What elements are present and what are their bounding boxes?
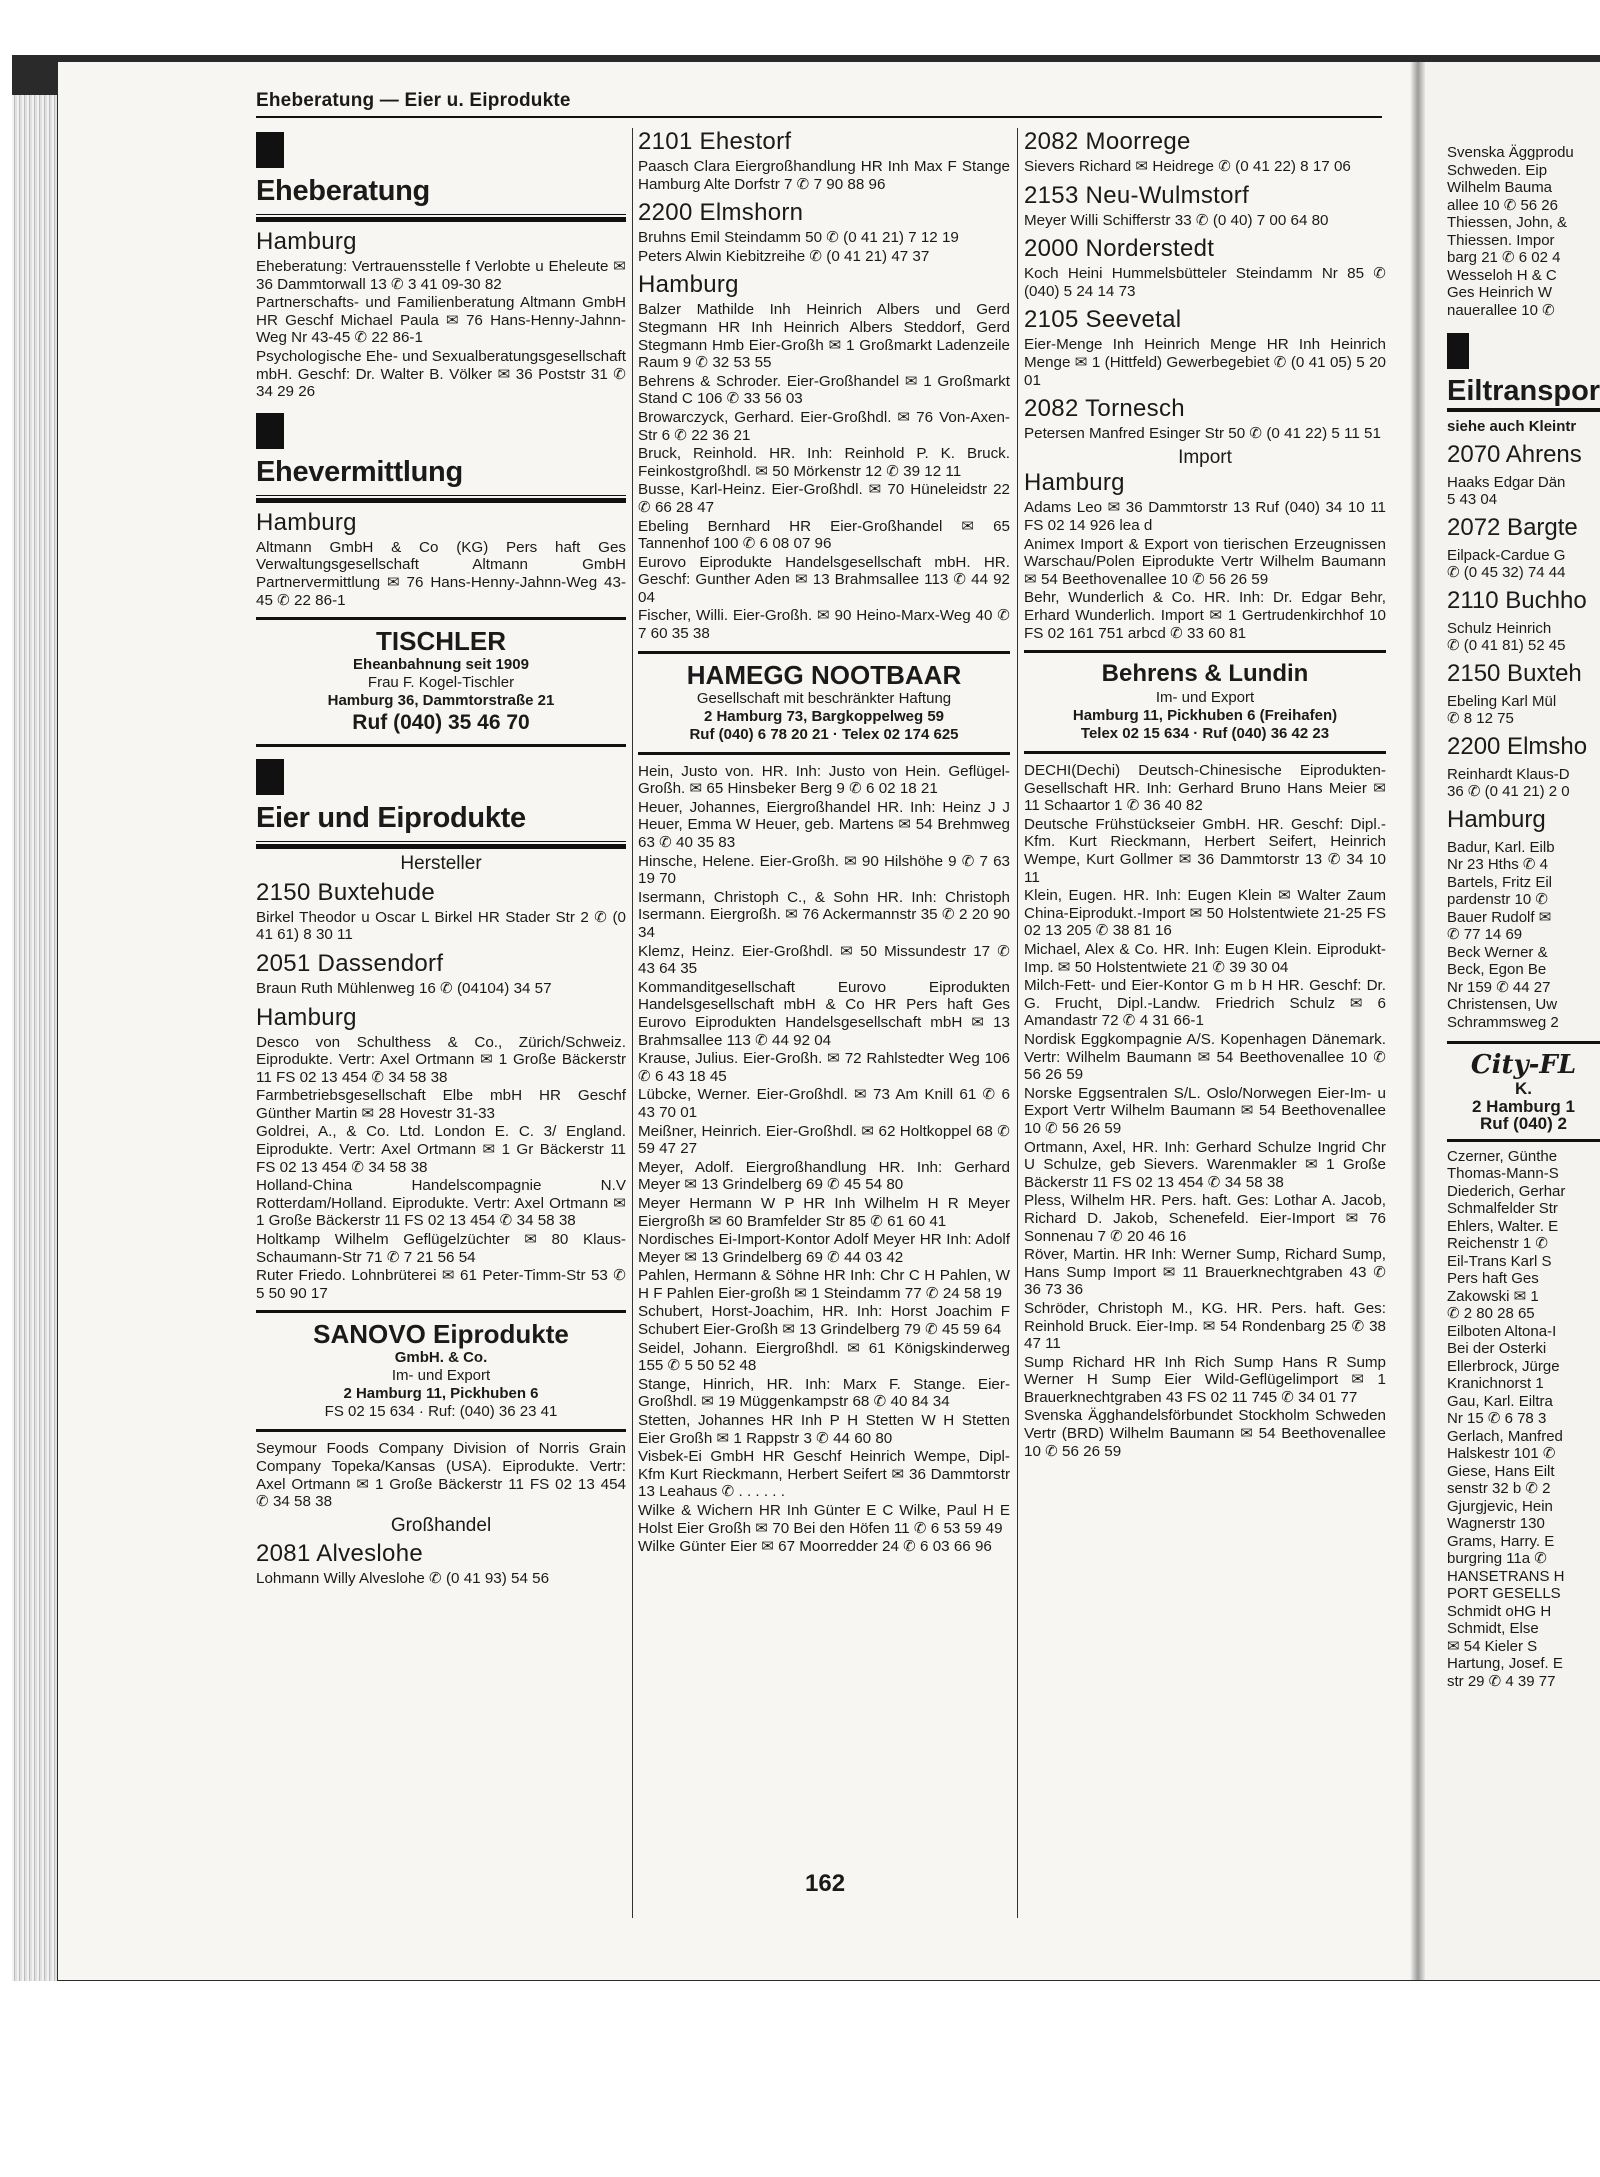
entry-list — [1024, 212, 1386, 230]
entry-list — [256, 1440, 626, 1510]
list-item: Schmidt oHG H — [1447, 1602, 1552, 1620]
list-item: Lohmann Willy Alveslohe ✆ (0 41 93) 54 56 — [256, 1570, 550, 1588]
entry-list — [256, 909, 626, 944]
entry-list — [1447, 474, 1600, 509]
city-heading: 2082 Moorrege — [1024, 128, 1191, 155]
list-item: Nordisches Ei-Import-Kontor Adolf Meyer HR Inh: Adolf Meyer ✉ 13 Grindelberg 69 ✆ 44 03 42 — [638, 1231, 1010, 1266]
ad-line: 2 Hamburg 73, Bargkoppelweg 59 — [703, 707, 945, 725]
entry-list — [1447, 766, 1600, 801]
city-heading: 2105 Seevetal — [1024, 306, 1182, 334]
ad-line: 2 Hamburg 11, Pickhuben 6 — [343, 1385, 539, 1403]
entry-list — [256, 980, 626, 998]
list-item: 36 ✆ (0 41 21) 2 0 — [1447, 783, 1570, 800]
list-item: Giese, Hans Eilt — [1447, 1462, 1555, 1480]
entry-list — [1024, 158, 1386, 176]
list-item: barg 21 ✆ 6 02 4 — [1447, 249, 1561, 266]
city-heading: 2101 Ehestorf — [638, 128, 792, 155]
entry-list — [1447, 620, 1600, 655]
entry-list — [1024, 425, 1386, 443]
list-item: allee 10 ✆ 56 26 — [1447, 196, 1558, 214]
entry-list — [1024, 336, 1386, 389]
list-item: Bei der Osterki — [1447, 1340, 1547, 1357]
list-item: Lübcke, Werner. Eier-Großhdl. ✉ 73 Am Knill 61 ✆ 6 43 70 01 — [638, 1086, 1010, 1121]
column-1 — [256, 128, 626, 1589]
list-item: Stetten, Johannes HR Inh P H Stetten W H Stetten Eier Großh ✉ 1 Rappstr 3 ✆ 44 60 80 — [638, 1412, 1010, 1447]
subheading: Großhandel — [390, 1514, 492, 1536]
category-header — [256, 759, 626, 849]
list-item: Eheberatung: Vertrauensstelle f Verlobte u Eheleute ✉ 36 Dammtorwall 13 ✆ 3 41 09-30 82 — [256, 258, 626, 293]
city-heading: 2200 Elmshorn — [638, 199, 804, 227]
category-marker-icon — [256, 132, 284, 168]
category-header — [256, 413, 626, 503]
subheading: Hersteller — [400, 853, 482, 875]
list-item: Bruhns Emil Steindamm 50 ✆ (0 41 21) 7 12 19 — [638, 229, 959, 247]
list-item: Röver, Martin. HR Inh: Werner Sump, Richard Sump, Hans Sump Import ✉ 11 Brauerknechtgraben 43 ✆ 36 73 36 — [1024, 1246, 1386, 1299]
list-item: Holland-China Handelscompagnie N.V Rotterdam/Holland. Eiprodukte. Vertr: Axel Ortmann ✉ 1 Große Bäckerstr 11 FS 02 13 454 ✆ 34 58 38 — [256, 1177, 626, 1230]
ad-line: Hamburg 11, Pickhuben 6 (Freihafen) — [1072, 707, 1338, 725]
city-heading: Hamburg — [1024, 469, 1125, 497]
city-heading: Hamburg — [256, 508, 357, 536]
see-also-note: siehe auch Kleintr — [1447, 418, 1577, 435]
list-item: Halskestr 101 ✆ — [1447, 1445, 1556, 1462]
list-item: Grams, Harry. E — [1447, 1532, 1555, 1550]
list-item: Zakowski ✉ 1 — [1447, 1287, 1539, 1305]
list-item: Seymour Foods Company Division of Norris Grain Company Topeka/Kansas (USA). Eiprodukte. Vertr: Axel Ortmann ✉ 1 Große Bäckerstr 11 FS 02 13 454 ✆ 34 58 38 — [256, 1440, 626, 1511]
category-marker-icon — [256, 413, 284, 449]
list-item: ✆ 8 12 75 — [1447, 710, 1514, 727]
city-heading: 2153 Neu-Wulmstorf — [1024, 181, 1250, 209]
list-item: Browarczyck, Gerhard. Eier-Großhdl. ✉ 76 Von-Axen-Str 6 ✆ 22 36 21 — [638, 408, 1010, 444]
list-item: ✆ 77 14 69 — [1447, 926, 1523, 943]
list-item: Peters Alwin Kiebitzreihe ✆ (0 41 21) 47 37 — [638, 247, 930, 265]
advertisement-behrens-lundin — [1024, 650, 1386, 754]
city-heading: 2150 Buxtehude — [256, 878, 436, 906]
list-item: Adams Leo ✉ 36 Dammtorstr 13 Ruf (040) 34 10 11 FS 02 14 926 lea d — [1024, 499, 1386, 534]
category-title: Ehevermittlung — [256, 455, 626, 503]
list-item: Badur, Karl. Eilb — [1447, 838, 1555, 856]
list-item: Czerner, Günthe — [1447, 1147, 1558, 1165]
list-item: Hartung, Josef. E — [1447, 1655, 1563, 1672]
list-item: Eil-Trans Karl S — [1447, 1252, 1552, 1270]
ad-line: Im- und Export — [1155, 689, 1255, 707]
column-rule — [1017, 128, 1018, 1918]
list-item: Reichenstr 1 ✆ — [1447, 1235, 1548, 1252]
list-item: Meißner, Heinrich. Eier-Großhdl. ✉ 62 Holtkoppel 68 ✆ 59 47 27 — [638, 1122, 1010, 1158]
list-item: 5 43 04 — [1447, 491, 1498, 508]
list-item: Animex Import & Export von tierischen Erzeugnissen Warschau/Polen Eiprodukte Vertr Wilhelm Baumann ✉ 54 Beethovenallee 10 ✆ 56 26 59 — [1024, 535, 1386, 588]
entry-list — [638, 301, 1010, 642]
list-item: Milch-Fett- und Eier-Kontor G m b H HR. Geschf: Dr. G. Frucht, Dipl.-Landw. Friedrich Schulz ✉ 6 Amandastr 72 ✆ 4 31 66-1 — [1024, 977, 1386, 1030]
list-item: Wilke & Wichern HR Inh Günter E C Wilke, Paul H E Holst Eier Großh ✉ 70 Bei den Höfen 11 ✆ 6 53 59 49 — [638, 1502, 1010, 1537]
book-spine — [1410, 62, 1426, 1980]
list-item: ✆ (0 41 81) 52 45 — [1447, 637, 1566, 654]
list-item: Ges Heinrich W — [1447, 284, 1553, 301]
list-item: Thiessen. Impor — [1447, 231, 1555, 249]
list-item: Busse, Karl-Heinz. Eier-Großhdl. ✉ 70 Hüneleidstr 22 ✆ 66 28 47 — [638, 481, 1010, 516]
list-item: Diederich, Gerhar — [1447, 1182, 1566, 1200]
advertisement-sanovo — [256, 1310, 626, 1432]
list-item: Partnerschafts- und Familienberatung Altmann GmbH HR Geschf Michael Paula ✉ 76 Hans-Henny-Jahnn-Weg Nr 43-45 ✆ 22 86-1 — [256, 294, 626, 347]
list-item: Schulz Heinrich — [1447, 619, 1552, 637]
list-item: Reinhardt Klaus-D — [1447, 765, 1570, 783]
list-item: Thomas-Mann-S — [1447, 1165, 1559, 1182]
entry-list — [1024, 265, 1386, 300]
list-item: Behr, Wunderlich & Co. HR. Inh: Dr. Edgar Behr, Erhard Wunderlich. Import ✉ 1 Gertrudenkirchhof 10 FS 02 161 751 arbcd ✆ 33 60 81 — [1024, 589, 1386, 642]
entry-list — [638, 763, 1010, 1556]
list-item: Pers haft Ges — [1447, 1270, 1539, 1287]
column-rule — [632, 128, 633, 1918]
list-item: Altmann GmbH & Co (KG) Pers haft Ges Verwaltungsgesellschaft Altmann GmbH Partnervermittlung ✉ 76 Hans-Henny-Jahnn-Weg 43-45 ✆ 22 86-1 — [256, 538, 626, 609]
list-item: Nordisk Eggkompagnie A/S. Kopenhagen Dänemark. Vertr: Wilhelm Baumann ✉ 54 Beethovenallee 10 ✆ 56 26 59 — [1024, 1031, 1386, 1084]
list-item: Bartels, Fritz Eil — [1447, 873, 1553, 891]
ad-line: Ruf (040) 6 78 20 21 · Telex 02 174 625 — [689, 725, 959, 743]
list-item: ✆ (0 45 32) 74 44 — [1447, 564, 1566, 581]
entry-list — [1447, 1080, 1600, 1133]
list-item: Hinsche, Helene. Eier-Großh. ✉ 90 Hilshöhe 9 ✆ 7 63 19 70 — [638, 852, 1010, 888]
list-item: Ehlers, Walter. E — [1447, 1217, 1559, 1235]
ad-line: FS 02 15 634 · Ruf: (040) 36 23 41 — [324, 1403, 558, 1421]
list-item: Michael, Alex & Co. HR. Inh: Eugen Klein. Eiprodukt-Imp. ✉ 50 Holstentwiete 21 ✆ 39 30 04 — [1024, 941, 1386, 976]
list-item: Meyer Hermann W P HR Inh Wilhelm H R Meyer Eiergroßh ✉ 60 Bramfelder Str 85 ✆ 61 60 41 — [638, 1194, 1010, 1230]
list-item: HANSETRANS H — [1447, 1567, 1565, 1585]
list-item: Schmalfelder Str — [1447, 1200, 1558, 1217]
list-item: Meyer, Adolf. Eiergroßhandlung HR. Inh: Gerhard Meyer ✉ 13 Grindelberg 69 ✆ 45 54 80 — [638, 1158, 1010, 1194]
list-item: DECHI(Dechi) Deutsch-Chinesische Eiprodukten-Gesellschaft HR. Inh: Gerhard Bruno Hans Meier ✉ 11 Schaartor 1 ✆ 36 40 82 — [1024, 762, 1386, 815]
list-item: Schubert, Horst-Joachim, HR. Inh: Horst Joachim F Schubert Eier-Großh ✉ 13 Grindelberg 79 ✆ 45 59 64 — [638, 1303, 1010, 1339]
ad-line: GmbH. & Co. — [394, 1349, 488, 1367]
entry-list — [256, 1570, 626, 1588]
list-item: Fischer, Willi. Eier-Großh. ✉ 90 Heino-Marx-Weg 40 ✆ 7 60 35 38 — [638, 607, 1010, 643]
city-heading: 2082 Tornesch — [1024, 395, 1185, 423]
list-item: Schröder, Christoph M., KG. HR. Pers. haft. Ges: Reinhold Bruck. Eier-Imp. ✉ 54 Rondenbarg 25 ✆ 38 47 11 — [1024, 1299, 1386, 1353]
next-page-partial — [1425, 62, 1600, 1980]
list-item: 2 Hamburg 1 — [1472, 1096, 1575, 1116]
entry-list — [1447, 1139, 1600, 1691]
list-item: Eurovo Eiprodukte Handelsgesellschaft mbH. HR. Geschf: Gunther Aden ✉ 13 Brahmsallee 113 ✆ 44 92 04 — [638, 553, 1010, 606]
ad-logo: City-FL — [1470, 1050, 1577, 1080]
entry-list — [1447, 693, 1600, 728]
ad-name: HAMEGG NOOTBAAR — [686, 659, 962, 690]
list-item: Wilhelm Bauma — [1447, 179, 1553, 196]
list-item: Farmbetriebsgesellschaft Elbe mbH HR Geschf Günther Martin ✉ 28 Hovestr 31-33 — [256, 1087, 626, 1122]
list-item: Bauer Rudolf ✉ — [1447, 908, 1552, 926]
list-item: Klemz, Heinz. Eier-Großhdl. ✉ 50 Missundestr 17 ✆ 43 64 35 — [638, 942, 1010, 978]
city-heading: Hamburg — [1447, 805, 1546, 833]
list-item: Holtkamp Wilhelm Geflügelzüchter ✉ 80 Klaus-Schaumann-Str 71 ✆ 7 21 56 54 — [256, 1231, 626, 1266]
city-heading: 2051 Dassendorf — [256, 949, 444, 977]
city-heading: Hamburg — [638, 271, 739, 299]
list-item: Norske Eggsentralen S/L. Oslo/Norwegen Eier-Im- u Export Vertr Wilhelm Baumann ✉ 54 Beethovenallee 10 ✆ 56 26 59 — [1024, 1084, 1386, 1137]
city-heading: 2150 Buxteh — [1447, 659, 1582, 687]
list-item: Bruck, Reinhold. HR. Inh: Reinhold P. K. Bruck. Feinkostgroßhdl. ✉ 50 Mörkenstr 12 ✆ 39 12 11 — [638, 445, 1010, 480]
list-item: Kommanditgesellschaft Eurovo Eiprodukten Handelsgesellschaft mbH & Co HR Pers haft Ges Eurovo Eiprodukten Handelsgesellschaft mbH ✉ 13 Brahmsallee 113 ✆ 44 92 04 — [638, 978, 1010, 1049]
category-marker-icon — [1447, 333, 1469, 369]
ad-name: Behrens & Lundin — [1101, 660, 1309, 688]
entry-list — [1024, 762, 1386, 1460]
list-item: Christensen, Uw — [1447, 996, 1558, 1013]
list-item: Psychologische Ehe- und Sexualberatungsgesellschaft mbH. Geschf: Dr. Walter B. Völker ✉ 36 Poststr 31 ✆ 34 29 26 — [256, 347, 626, 401]
city-heading: 2000 Norderstedt — [1024, 235, 1215, 263]
city-heading: Hamburg — [256, 228, 357, 255]
list-item: Hein, Justo von. HR. Inh: Justo von Hein. Geflügel-Großh. ✉ 65 Hinsbeker Berg 9 ✆ 6 02 18 21 — [638, 762, 1010, 798]
ad-line: Hamburg 36, Dammtorstraße 21 — [327, 692, 555, 710]
list-item: Petersen Manfred Esinger Str 50 ✆ (0 41 22) 5 11 51 — [1024, 425, 1381, 443]
category-title: Eiltranspor — [1447, 375, 1600, 412]
city-heading: 2070 Ahrens — [1447, 440, 1582, 468]
list-item: Thiessen, John, & — [1447, 214, 1568, 231]
city-heading: 2072 Bargte — [1447, 513, 1578, 541]
category-title: Eheberatung — [256, 174, 626, 222]
category-header — [256, 132, 626, 222]
list-item: Heuer, Johannes, Eiergroßhandel HR. Inh: Heinz J J Heuer, Emma W Heuer, geb. Martens ✉ 54 Brehmweg 63 ✆ 40 35 83 — [638, 798, 1010, 852]
list-item: Seidel, Johann. Eiergroßhdl. ✉ 61 Königskinderweg 155 ✆ 5 50 52 48 — [638, 1339, 1010, 1375]
list-item: Desco von Schulthess & Co., Zürich/Schweiz. Eiprodukte. Vertr: Axel Ortmann ✉ 1 Große Bäckerstr 11 FS 02 13 454 ✆ 34 58 38 — [256, 1033, 626, 1086]
subheading: Import — [1178, 446, 1232, 468]
list-item: Svenska Ägghandelsförbundet Stockholm Schweden Vertr (BRD) Wilhelm Baumann ✉ 54 Beethovenallee 10 ✆ 56 26 59 — [1024, 1407, 1386, 1460]
advertisement-hamegg — [638, 651, 1010, 755]
list-item: Visbek-Ei GmbH HR Geschf Heinrich Wempe, Dipl-Kfm Kurt Rieckmann, Herbert Seifert ✉ 36 Dammtorstr 13 Leahaus ✆ . . . . . . — [638, 1448, 1010, 1501]
list-item: burgring 11a ✆ — [1447, 1550, 1547, 1567]
list-item: Beck, Egon Be — [1447, 961, 1547, 978]
list-item: Schrammsweg 2 — [1447, 1013, 1559, 1031]
city-heading: Hamburg — [256, 1003, 357, 1031]
head-rule — [256, 116, 1382, 118]
list-item: Krause, Julius. Eier-Großh. ✉ 72 Rahlstedter Weg 106 ✆ 6 43 18 45 — [638, 1050, 1010, 1085]
list-item: Gau, Karl. Eiltra — [1447, 1392, 1553, 1410]
list-item: K. — [1515, 1079, 1532, 1098]
list-item: Braun Ruth Mühlenweg 16 ✆ (04104) 34 57 — [256, 979, 552, 997]
city-heading: 2200 Elmsho — [1447, 732, 1588, 760]
column-2 — [638, 128, 1010, 1557]
list-item: PORT GESELLS — [1447, 1585, 1561, 1602]
category-marker-icon — [256, 759, 284, 795]
entry-list — [256, 539, 626, 609]
list-item: Pless, Wilhelm HR. Pers. haft. Ges: Lothar A. Jacob, Richard D. Jakob, Schenefeld. Eier-Import ✉ 76 Sonnenau 7 ✆ 20 46 16 — [1024, 1192, 1386, 1245]
list-item: Pahlen, Hermann & Söhne HR Inh: Chr C H Pahlen, W H F Pahlen Eier-großh ✉ 1 Steindamm 77 ✆ 24 58 19 — [638, 1267, 1010, 1302]
list-item: Ruf (040) 2 — [1480, 1114, 1567, 1133]
list-item: Wilke Günter Eier ✉ 67 Moorredder 24 ✆ 6 03 66 96 — [638, 1538, 992, 1556]
city-heading: 2110 Buchho — [1447, 586, 1587, 614]
page-number: 162 — [805, 1870, 846, 1897]
list-item: Goldrei, A., & Co. Ltd. London E. C. 3/ England. Eiprodukte. Vertr: Axel Ortmann ✉ 1 Gr Bäckerstr 11 FS 02 13 454 ✆ 34 58 38 — [256, 1123, 626, 1176]
list-item: Sievers Richard ✉ Heidrege ✆ (0 41 22) 8 17 06 — [1024, 158, 1351, 175]
entry-list — [1447, 839, 1600, 1032]
list-item: Gerlach, Manfred — [1447, 1427, 1563, 1445]
ad-name: SANOVO Eiprodukte — [313, 1319, 569, 1350]
list-item: Ellerbrock, Jürge — [1447, 1357, 1560, 1375]
list-item: Ebeling Bernhard HR Eier-Großhandel ✉ 65 Tannenhof 100 ✆ 6 08 07 96 — [638, 517, 1010, 553]
list-item: Isermann, Christoph C., & Sohn HR. Inh: Christoph Isermann. Eiergroßh. ✉ 76 Ackermannstr 35 ✆ 2 20 90 34 — [638, 888, 1010, 941]
ad-phone: Ruf (040) 35 46 70 — [352, 711, 530, 735]
entry-list — [256, 1034, 626, 1303]
entry-list — [1447, 547, 1600, 582]
list-item: Wesseloh H & C — [1447, 266, 1557, 284]
list-item: Balzer Mathilde Inh Heinrich Albers und Gerd Stegmann HR Inh Heinrich Albers Steddorf, Gerd Stegmann Hmb Eier-Großh ✉ 1 Großmarkt Ladenzeile Raum 9 ✆ 32 53 55 — [638, 301, 1010, 372]
list-item: Nr 15 ✆ 6 78 3 — [1447, 1410, 1547, 1427]
advertisement-tischler — [256, 617, 626, 747]
advertisement-city-fl — [1447, 1041, 1600, 1133]
ad-line: Im- und Export — [391, 1367, 491, 1385]
list-item: nauerallee 10 ✆ — [1447, 301, 1555, 319]
ad-line: Telex 02 15 634 · Ruf (040) 36 42 23 — [1080, 725, 1330, 743]
ad-line: Frau F. Kogel-Tischler — [367, 674, 515, 692]
list-item: Eilpack-Cardue G — [1447, 546, 1566, 564]
entry-list — [1447, 144, 1600, 319]
list-item: str 29 ✆ 4 39 77 — [1447, 1672, 1556, 1690]
list-item: Kranichnorst 1 — [1447, 1375, 1544, 1392]
entry-list — [256, 258, 626, 401]
list-item: pardenstr 10 ✆ — [1447, 891, 1548, 908]
list-item: Eier-Menge Inh Heinrich Menge HR Inh Heinrich Menge ✉ 1 (Hittfeld) Gewerbegebiet ✆ (0 41 05) 5 20 01 — [1024, 336, 1386, 389]
list-item: ✆ 2 80 28 65 — [1447, 1305, 1535, 1322]
list-item: Koch Heini Hummelsbütteler Steindamm Nr 85 ✆ (040) 5 24 14 73 — [1024, 265, 1386, 300]
running-head: Eheberatung — Eier u. Eiprodukte — [256, 90, 571, 111]
city-heading: 2081 Alveslohe — [256, 1540, 423, 1568]
list-item: ✉ 54 Kieler S — [1447, 1637, 1538, 1655]
entry-list — [638, 229, 1010, 265]
list-item: Eilboten Altona-I — [1447, 1322, 1557, 1340]
entry-list — [1024, 499, 1386, 642]
list-item: Nr 23 Hths ✆ 4 — [1447, 856, 1548, 873]
list-item: Ebeling Karl Mül — [1447, 692, 1557, 710]
column-3 — [1024, 128, 1386, 1461]
list-item: senstr 32 b ✆ 2 — [1447, 1480, 1551, 1497]
ad-line: Gesellschaft mit beschränkter Haftung — [696, 689, 952, 707]
list-item: Schweden. Eip — [1447, 161, 1548, 179]
list-item: Birkel Theodor u Oscar L Birkel HR Stader Str 2 ✆ (0 41 61) 8 30 11 — [256, 908, 626, 944]
list-item: Sump Richard HR Inh Rich Sump Hans R Sump Werner H Sump Eier Wild-Geflügelimport ✉ 1 Brauerknechtgraben 43 FS 02 11 745 ✆ 34 01 77 — [1024, 1353, 1386, 1406]
list-item: Deutsche Frühstückseier GmbH. HR. Geschf: Dipl.-Kfm. Kurt Rieckmann, Herbert Seifert, Heinrich Wempe, Kurt Gollmer ✉ 36 Dammtorstr 13 ✆ 34 10 11 — [1024, 815, 1386, 886]
list-item: Paasch Clara Eiergroßhandlung HR Inh Max F Stange Hamburg Alte Dorfstr 7 ✆ 7 90 88 96 — [638, 158, 1010, 193]
list-item: Nr 159 ✆ 44 27 — [1447, 978, 1551, 996]
entry-list — [638, 158, 1010, 193]
category-title: Eier und Eiprodukte — [256, 801, 626, 849]
list-item: Haaks Edgar Dän — [1447, 473, 1566, 491]
list-item: Wagnerstr 130 — [1447, 1515, 1545, 1532]
ad-name: TISCHLER — [376, 626, 506, 657]
list-item: Stange, Hinrich, HR. Inh: Marx F. Stange. Eier-Großhdl. ✉ 19 Müggenkampstr 68 ✆ 40 84 34 — [638, 1375, 1010, 1411]
list-item: Gjurgjevic, Hein — [1447, 1497, 1553, 1515]
list-item: Beck Werner & — [1447, 943, 1548, 961]
list-item: Svenska Äggprodu — [1447, 144, 1574, 161]
ad-line: Eheanbahnung seit 1909 — [353, 656, 529, 674]
list-item: Schmidt, Else — [1447, 1620, 1539, 1637]
list-item: Behrens & Schroder. Eier-Großhandel ✉ 1 Großmarkt Stand C 106 ✆ 33 56 03 — [638, 372, 1010, 408]
page-edges — [12, 95, 57, 1981]
list-item: Ruter Friedo. Lohnbrüterei ✉ 61 Peter-Timm-Str 53 ✆ 5 50 90 17 — [256, 1267, 626, 1302]
list-item: Klein, Eugen. HR. Inh: Eugen Klein ✉ Walter Zaum China-Eiprodukt.-Import ✉ 50 Holstentwiete 21-25 FS 02 13 205 ✆ 38 81 16 — [1024, 887, 1386, 940]
list-item: Meyer Willi Schifferstr 33 ✆ (0 40) 7 00 64 80 — [1024, 211, 1329, 229]
list-item: Ortmann, Axel, HR. Inh: Gerhard Schulze Ingrid Chr U Schulze, geb Sievers. Warenmakler ✉ 1 Große Bäckerstr 11 FS 02 13 454 ✆ 34 58 38 — [1024, 1138, 1386, 1191]
